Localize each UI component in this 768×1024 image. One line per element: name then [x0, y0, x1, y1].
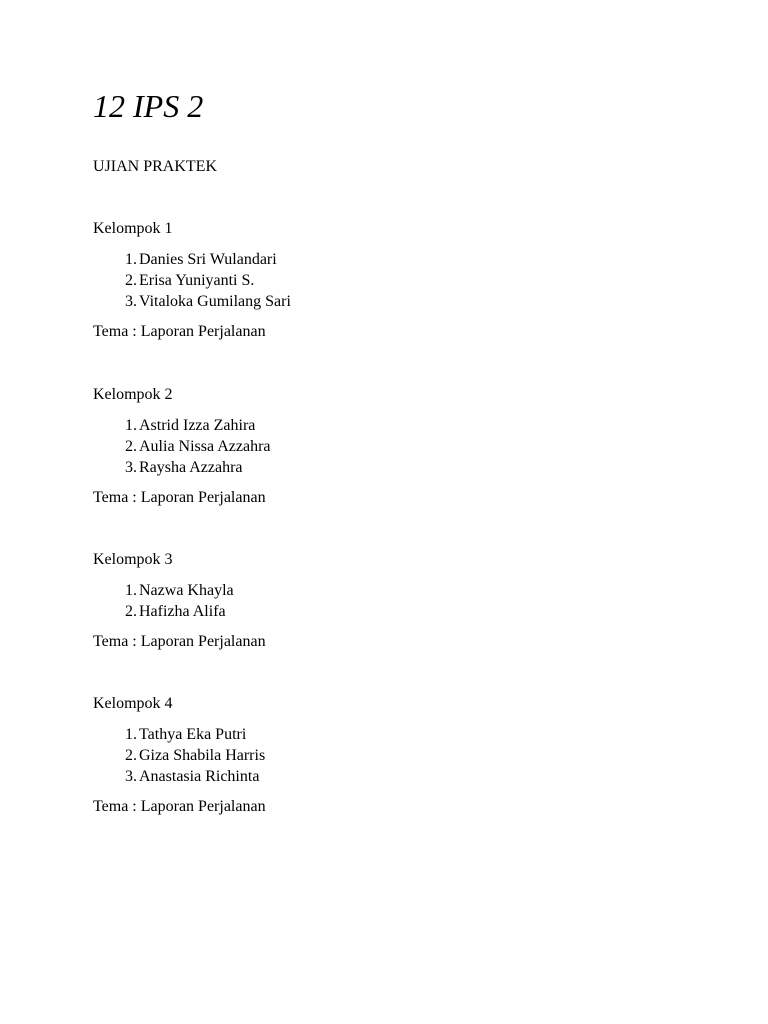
member-name: Hafizha Alifa — [139, 603, 226, 620]
member-list — [93, 415, 693, 478]
list-item — [93, 766, 693, 787]
member-name: Giza Shabila Harris — [139, 747, 266, 764]
member-list — [93, 724, 693, 787]
member-list — [93, 580, 693, 622]
list-item — [93, 724, 693, 745]
list-item — [93, 601, 693, 622]
group-3 — [93, 550, 693, 652]
member-name: Aulia Nissa Azzahra — [139, 438, 271, 455]
document-subtitle: UJIAN PRAKTEK — [93, 158, 217, 175]
member-list — [93, 249, 693, 312]
list-item — [93, 270, 693, 291]
group-theme: Tema : Laporan Perjalanan — [93, 798, 266, 815]
list-number: 1. — [125, 726, 137, 743]
group-heading: Kelompok 1 — [93, 220, 173, 237]
group-theme: Tema : Laporan Perjalanan — [93, 489, 266, 506]
list-number: 2. — [125, 747, 137, 764]
list-number: 1. — [125, 251, 137, 268]
list-number: 1. — [125, 417, 137, 434]
list-item — [93, 580, 693, 601]
member-name: Danies Sri Wulandari — [139, 251, 277, 268]
list-item — [93, 249, 693, 270]
member-name: Vitaloka Gumilang Sari — [139, 293, 291, 310]
list-number: 2. — [125, 272, 137, 289]
list-number: 2. — [125, 438, 137, 455]
list-number: 3. — [125, 459, 137, 476]
group-1 — [93, 219, 693, 342]
member-name: Anastasia Richinta — [139, 768, 260, 785]
member-name: Erisa Yuniyanti S. — [139, 272, 255, 289]
member-name: Astrid Izza Zahira — [139, 417, 256, 434]
list-item — [93, 415, 693, 436]
list-number: 1. — [125, 582, 137, 599]
group-heading: Kelompok 3 — [93, 551, 173, 568]
member-name: Nazwa Khayla — [139, 582, 234, 599]
member-name: Tathya Eka Putri — [139, 726, 247, 743]
list-number: 3. — [125, 293, 137, 310]
list-item — [93, 745, 693, 766]
list-item — [93, 436, 693, 457]
list-number: 2. — [125, 603, 137, 620]
member-name: Raysha Azzahra — [139, 459, 243, 476]
list-number: 3. — [125, 768, 137, 785]
list-item — [93, 291, 693, 312]
list-item — [93, 457, 693, 478]
group-theme: Tema : Laporan Perjalanan — [93, 633, 266, 650]
document-title: 12 IPS 2 — [93, 88, 204, 124]
group-heading: Kelompok 4 — [93, 695, 173, 712]
group-4 — [93, 694, 693, 817]
group-heading: Kelompok 2 — [93, 386, 173, 403]
group-2 — [93, 385, 693, 508]
group-theme: Tema : Laporan Perjalanan — [93, 323, 266, 340]
